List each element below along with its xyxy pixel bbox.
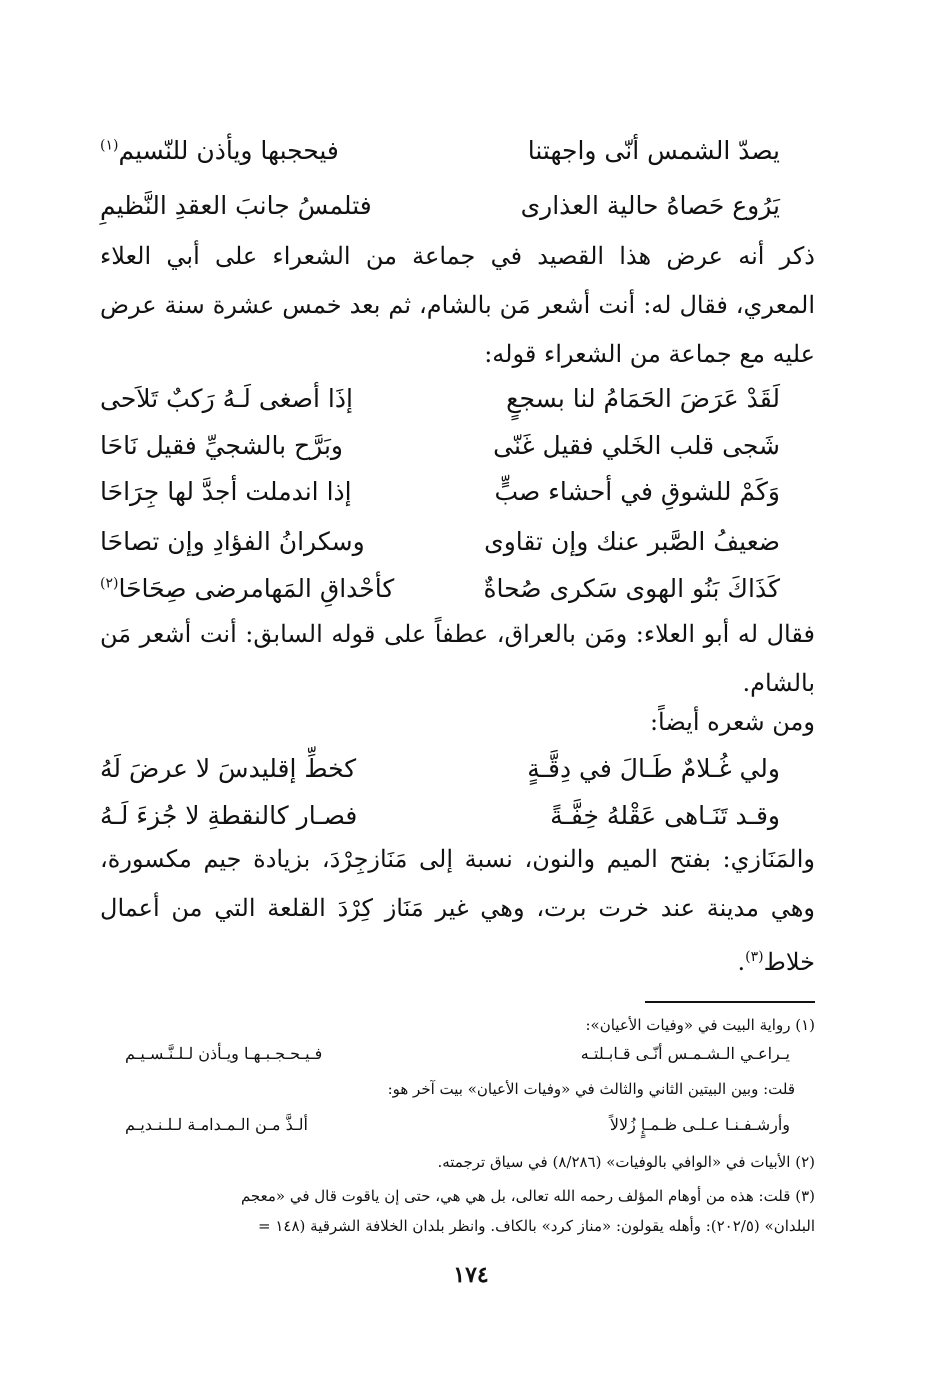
verse-hemistich-second: وسكرانُ الفؤادِ وإن تصاحَا: [100, 526, 365, 556]
verse-hemistich-second: إذا اندملت أجدَّ لها جِرَاحَا: [100, 476, 352, 506]
poem-intro: ومن شعره أيضاً:: [649, 708, 815, 736]
footnote-verse-second: ألـذَّ مـن الـمـدامـة لـلـنـديـم: [125, 1115, 308, 1134]
verse-hemistich-second: فصـار كالنقطةِ لا جُزءَ لَـهُ: [100, 800, 358, 830]
prose-paragraph-1: ذكر أنه عرض هذا القصيد في جماعة من الشعراء على أبي العلاء المعري، فقال له: أنت أشعر مَن بالشام، ثم بعد خمس عشرة سنة عرض عليه مع جماعة من الشعراء قوله:: [100, 242, 815, 368]
verse-hemistich-first: يَرُوع حَصاهُ حالية العذارى: [520, 190, 780, 220]
footnote-divider: [645, 1001, 815, 1003]
prose-paragraph-2: فقال له أبو العلاء: ومَن بالعراق، عطفاً على قوله السابق: أنت أشعر مَن بالشام.: [100, 620, 815, 697]
prose-paragraph-3-end: .: [737, 948, 746, 976]
footnote-ref: (٣): [745, 949, 764, 965]
footnote-ref: (١): [100, 137, 119, 154]
verse-hemistich-first: وَكَمْ للشوقِ في أحشاء صبٍّ: [494, 476, 780, 506]
verse-hemistich-second: إذَا أصغى لَـهُ رَكبٌ تَلاَحى: [100, 383, 353, 413]
verse-hemistich-second: فتلمسُ جانبَ العقدِ النَّظيمِ: [100, 190, 372, 220]
verse-hemistich-first: يصدّ الشمس أنّى واجهتنا: [527, 135, 780, 165]
verse-hemistich-first: وقـد تَنَـاهى عَقْلهُ خِفَّـةً: [550, 800, 780, 830]
verse-hemistich-second: وبَرَّح بالشجيِّ فقيل نَاحَا: [100, 430, 343, 460]
footnote-ref: (٢): [100, 575, 119, 592]
verse-hemistich-second: [100, 574, 394, 603]
footnote-1-label: (١) رواية البيت في «وفيات الأعيان»:: [585, 1016, 815, 1034]
footnote-1-verse: [125, 1044, 790, 1063]
footnote-1-note: قلت: وبين البيتين الثاني والثالث في «وفيات الأعيان» بيت آخر هو:: [387, 1080, 795, 1098]
page-number: ١٧٤: [453, 1262, 489, 1288]
verse-hemistich-first: كَذَاكَ بَنُو الهوى سَكرى صُحاةٌ: [483, 573, 780, 603]
verse-line-2: [100, 183, 780, 227]
verse-hemistich-first: شَجى قلب الخَلي فقيل غَنّى: [493, 430, 780, 460]
verse-line-9: [100, 793, 780, 837]
verse-hemistich-first: ولي غُـلامٌ طَـالَ في دِقَّـةٍ: [527, 753, 780, 783]
footnote-verse-first: وأرشـفـنـا عـلـى ظـمـإٍ زُلالاً: [609, 1115, 790, 1134]
prose-paragraph-3: [100, 835, 815, 987]
verse-line-3: [100, 376, 780, 420]
verse-line-8: [100, 746, 780, 790]
verse-line-4: [100, 423, 780, 467]
footnote-2: (٢) الأبيات في «الوافي بالوفيات» (٨/٢٨٦) في سياق ترجمته.: [437, 1153, 815, 1171]
verse-hemistich-second-text: كأحْداقِ المَهامرضى صِحَاحَا: [118, 573, 395, 603]
prose-paragraph-3-text: والمَنَازي: بفتح الميم والنون، نسبة إلى مَنَازجِرْدَ، بزيادة جيم مكسورة، وهي مدينة عند خرت برت، وهي غير مَنَاز كِرْدَ القلعة التي من أعمال خلاط: [100, 845, 816, 976]
verse-line-1: [100, 128, 780, 172]
footnote-3-line-2: البلدان» (٢٠٢/٥): وأهله يقولون: «مناز كرد» بالكاف. وانظر بلدان الخلافة الشرقية (١٤٨ =: [258, 1217, 815, 1235]
verse-line-6: [100, 519, 780, 563]
verse-hemistich-second: كخطِّ إقليدسَ لا عرضَ لَهُ: [100, 753, 357, 783]
verse-line-5: [100, 469, 780, 513]
verse-hemistich-first: ضعيفُ الصَّبر عنك وإن تقاوى: [484, 526, 780, 556]
footnote-verse-second: فـيـحـجـبـهـا ويـأذن لـلـنَّـسـيـم: [125, 1044, 323, 1063]
verse-hemistich-first: لَقَدْ عَرَضَ الحَمَامُ لنا بسجعٍ: [506, 383, 780, 413]
verse-hemistich-second: [100, 136, 339, 165]
footnote-verse-first: يـراعـي الـشـمـس أنّـى قـابـلتـه: [580, 1044, 790, 1063]
footnote-1-verse-2: [125, 1115, 790, 1134]
verse-line-7: [100, 566, 780, 610]
verse-hemistich-second-text: فيحجبها ويأذن للنّسيم: [118, 135, 339, 165]
footnote-3-line-1: (٣) قلت: هذه من أوهام المؤلف رحمه الله تعالى، بل هي هي، حتى إن ياقوت قال في «معجم: [240, 1187, 815, 1205]
